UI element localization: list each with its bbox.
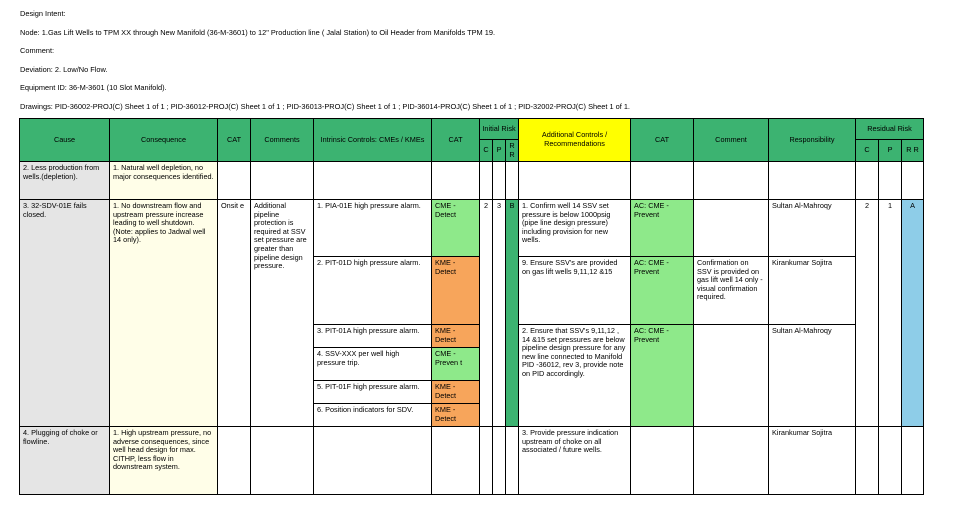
control-cat: CME - Preven t (432, 348, 480, 381)
rec-comment (694, 200, 769, 257)
control-cat: KME - Detect (432, 257, 480, 325)
residual-rr: A (902, 200, 924, 427)
rec-text: 2. Ensure that SSV's 9,11,12 , 14 &15 set pressures are below pipeline design pressure for any new line connected to Manifold PID -36012, rev 3, provide note on PID accordingly. (519, 325, 631, 427)
col-cat-recs: CAT (631, 119, 694, 162)
deviation: Deviation: 2. Low/No Flow. (20, 64, 108, 74)
cause-cell: 4. Plugging of choke or flowline. (20, 427, 110, 495)
control-text: 6. Position indicators for SDV. (314, 404, 432, 427)
rec-responsibility: Sultan Al-Mahroqy (769, 200, 856, 257)
residual-c: 2 (856, 200, 879, 427)
col-initial-c: C (480, 140, 493, 162)
rec-cat: AC: CME - Prevent (631, 257, 694, 325)
equipment-id: Equipment ID: 36-M-3601 (10 Slot Manifold). (20, 83, 167, 93)
control-text: 3. PIT-01A high pressure alarm. (314, 325, 432, 348)
col-additional-controls: Additional Controls / Recommendations (519, 119, 631, 162)
col-cause: Cause (20, 119, 110, 162)
col-residual-c: C (856, 140, 879, 162)
col-residual-risk: Residual Risk (856, 119, 924, 140)
col-cat: CAT (218, 119, 251, 162)
table-row (20, 162, 924, 200)
design-intent: Design Intent: (20, 9, 66, 18)
hazop-table (19, 118, 924, 495)
drawings: Drawings: PID-36002-PROJ(C) Sheet 1 of 1 ; PID-36012-PROJ(C) Sheet 1 of 1 ; PID-36013-PROJ(C) Sheet 1 of 1 ; PID-36014-PROJ(C) Sheet 1 of 1 ; PID-32002-PROJ(C) Sheet 1 of 1. (20, 101, 630, 111)
comments-cell: Additional pipeline protection is required at SSV set pressure are greater than pipeline design pressure. (251, 200, 314, 427)
rec-text: 9. Ensure SSV's are provided on gas lift wells 9,11,12 &15 (519, 257, 631, 325)
control-cat: CME - Detect (432, 200, 480, 257)
col-cat-controls: CAT (432, 119, 480, 162)
cat-cell: Onsit e (218, 200, 251, 427)
rec-comment (694, 325, 769, 427)
control-cat: KME - Detect (432, 325, 480, 348)
col-initial-risk: Initial Risk (480, 119, 519, 140)
rec-comment: Confirmation on SSV is provided on gas lift well 14 only - visual confirmation required. (694, 257, 769, 325)
control-cat: KME - Detect (432, 404, 480, 427)
consequence-cell: 1. Natural well depletion, no major consequences identified. (110, 162, 218, 200)
col-comment: Comment (694, 119, 769, 162)
control-text: 2. PIT-01D high pressure alarm. (314, 257, 432, 325)
control-text: 4. SSV-XXX per well high pressure trip. (314, 348, 432, 381)
initial-rr: B (506, 200, 519, 427)
cause-cell: 2. Less production from wells.(depletion). (20, 162, 110, 200)
comment-label: Comment: (20, 46, 55, 56)
residual-p: 1 (879, 200, 902, 427)
initial-p: 3 (493, 200, 506, 427)
col-residual-rr: R R (902, 140, 924, 162)
consequence-cell: 1. No downstream flow and upstream pressure increase leading to well shutdown. (Note: applies to Jadwal well 14 only). (110, 200, 218, 427)
control-cat: KME - Detect (432, 381, 480, 404)
node-description: Node: 1.Gas Lift Wells to TPM XX through New Manifold (36-M-3601) to 12" Production line ( Jalal Station) to Oil Header from Manifolds TPM 19. (20, 27, 496, 37)
col-initial-rr: R R (506, 140, 519, 162)
col-consequence: Consequence (110, 119, 218, 162)
rec-text: 1. Confirm well 14 SSV set pressure is below 1000psig (pipe line design pressure) including provision for new wells. (519, 200, 631, 257)
rec-text: 3. Provide pressure indication upstream of choke on all associated / future wells. (519, 427, 631, 495)
col-initial-p: P (493, 140, 506, 162)
table-row (20, 427, 924, 495)
control-text: 1. PIA-01E high pressure alarm. (314, 200, 432, 257)
worksheet-header (0, 0, 960, 135)
table-row (20, 200, 924, 257)
rec-responsibility: Kirankumar Sojitra (769, 257, 856, 325)
control-text: 5. PIT-01F high pressure alarm. (314, 381, 432, 404)
col-responsibility: Responsibility (769, 119, 856, 162)
cause-cell: 3. 32-SDV-01E fails closed. (20, 200, 110, 427)
rec-cat: AC: CME - Prevent (631, 325, 694, 427)
col-residual-p: P (879, 140, 902, 162)
consequence-cell: 1. High upstream pressure, no adverse consequences, since well head design for max. CITHP, less flow in downstream system. (110, 427, 218, 495)
rec-responsibility: Kirankumar Sojitra (769, 427, 856, 495)
rec-responsibility: Sultan Al-Mahroqy (769, 325, 856, 427)
initial-c: 2 (480, 200, 493, 427)
col-intrinsic-controls: Intrinsic Controls: CMEs / KMEs (314, 119, 432, 162)
rec-cat: AC: CME - Prevent (631, 200, 694, 257)
col-comments: Comments (251, 119, 314, 162)
